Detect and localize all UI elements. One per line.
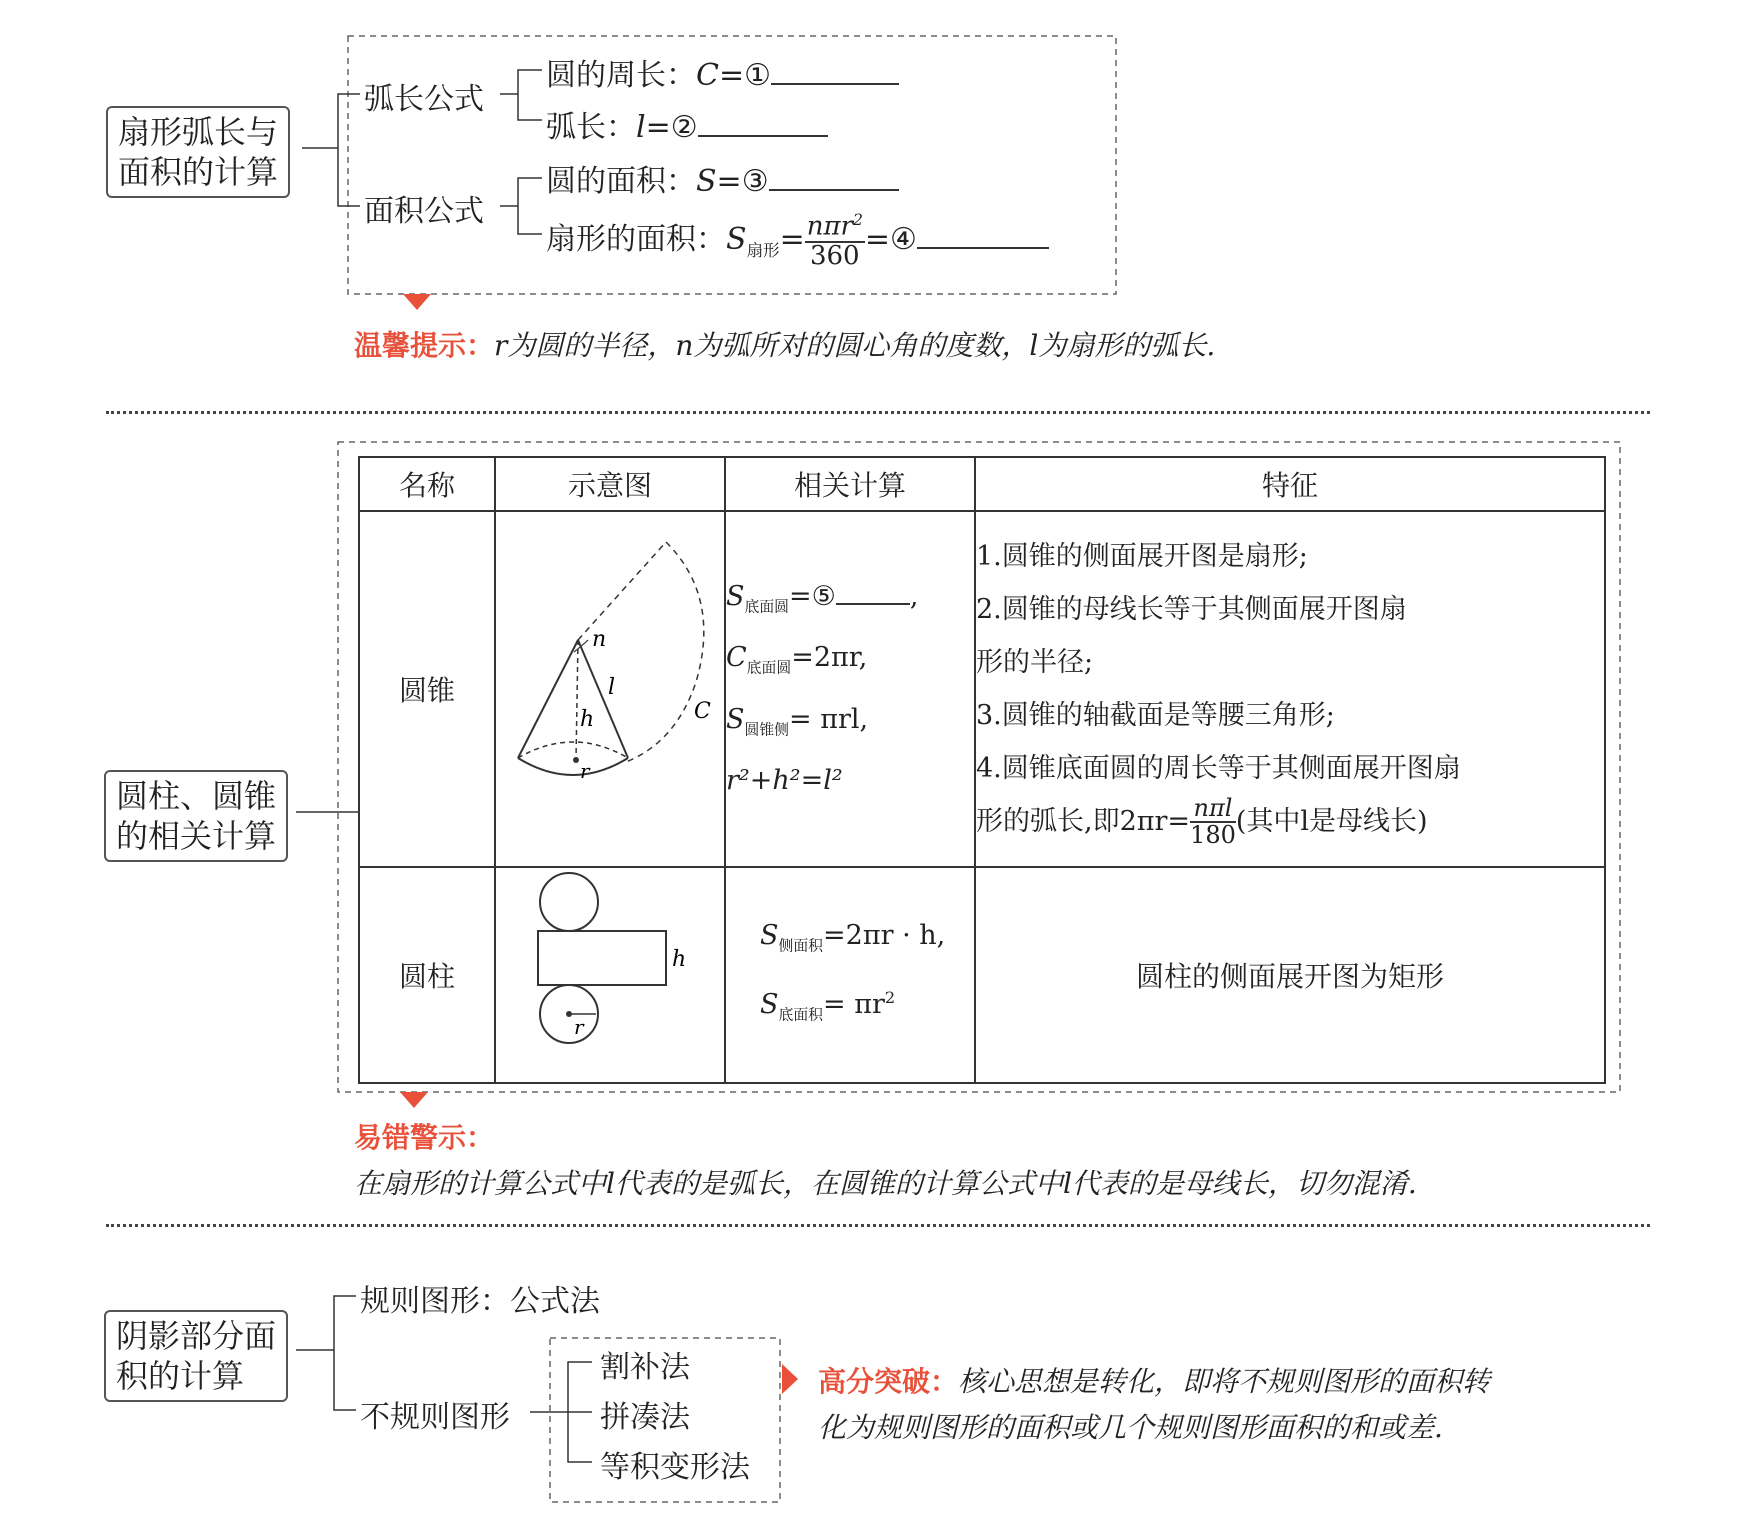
warn-arrow-icon — [400, 1092, 428, 1108]
method-equal-area: 等积变形法 — [600, 1450, 750, 1485]
formula-table — [358, 456, 1606, 1084]
cylinder-calc-base: $S_{底面积}= \pi r^2$ — [760, 987, 896, 1023]
cone-calc-base-area: $S_{底面圆}=⑤$ , — [726, 580, 919, 616]
method-cut-fill: 割补法 — [600, 1350, 690, 1385]
shadow-root-label: 阴影部分面 积的计算 — [104, 1310, 288, 1402]
cylinder-calc-side: $S_{侧面积}=2\pi r \cdot h$, — [760, 920, 946, 955]
arc-length-row: 弧长：l=② — [546, 102, 828, 146]
cone-feature-cell — [975, 511, 1605, 867]
warn-title: 易错警示： — [354, 1121, 495, 1154]
regular-shape-method: 规则图形：公式法 — [360, 1284, 600, 1319]
high-score-tip: 高分突破：核心思想是转化，即将不规则图形的面积转 化为规则图形的面积或几个规则图形面积的和或差. — [818, 1365, 1491, 1444]
header-name: 名称 — [359, 457, 495, 511]
cone-diagram-cell — [495, 511, 725, 867]
table-row-cone — [359, 511, 1605, 867]
cone-label-C: C — [694, 699, 711, 724]
cone-feature-4a: 4.圆锥底面圆的周长等于其侧面展开图扇 — [976, 752, 1461, 784]
cone-label-r: r — [580, 759, 590, 783]
cone-feature-2b: 形的半径; — [976, 646, 1094, 678]
cone-feature-2a: 2.圆锥的母线长等于其侧面展开图扇 — [976, 593, 1407, 625]
cone-label-n: n — [592, 627, 607, 652]
cone-calc-pythagoras: r²+h²=l² — [726, 765, 843, 797]
sector-area-row: 扇形的面积：$S_{扇形}=$ $\frac{n\pi r^2}{360}$ =④ — [546, 212, 1049, 270]
cylinder-name: 圆柱 — [359, 867, 495, 1083]
header-diagram: 示意图 — [495, 457, 725, 511]
header-feature: 特征 — [975, 457, 1605, 511]
method-piece-together: 拼凑法 — [600, 1400, 690, 1435]
cone-label-h: h — [580, 707, 595, 732]
irregular-shape: 不规则图形 — [360, 1400, 510, 1435]
cylinder-diagram-cell — [495, 867, 725, 1083]
tip-arrow-icon — [403, 294, 431, 310]
cylinder-calc-cell — [725, 867, 975, 1083]
cone-cylinder-root-label: 圆柱、圆锥 的相关计算 — [104, 770, 288, 862]
cylinder-label-r: r — [574, 1015, 584, 1039]
circle-area-row: 圆的面积：S=③ — [546, 156, 899, 200]
circumference-row: 圆的周长：C=① — [546, 50, 899, 94]
cone-name: 圆锥 — [359, 511, 495, 867]
cylinder-diagram — [496, 868, 724, 1078]
error-warning — [354, 1116, 1417, 1202]
cylinder-feature: 圆柱的侧面展开图为矩形 — [975, 867, 1605, 1083]
cone-feature-3: 3.圆锥的轴截面是等腰三角形; — [976, 699, 1335, 731]
cone-calc-side-area: $S_{圆锥侧}= \pi rl$, — [726, 703, 869, 739]
warm-tip: 温馨提示：r为圆的半径，n为弧所对的圆心角的度数，l为扇形的弧长. — [354, 329, 1216, 362]
cone-calc-base-circ: $C_{底面圆}=2\pi r$, — [726, 642, 868, 677]
cone-diagram — [496, 512, 724, 862]
header-calc: 相关计算 — [725, 457, 975, 511]
cone-feature-4b: 形的弧长,即2πr= $\frac{\text{nπl}}{180}$ (其中l是母线长) — [976, 793, 1428, 850]
branch-area-formula: 面积公式 — [364, 194, 484, 229]
cylinder-label-h: h — [672, 947, 687, 972]
cone-calc-cell — [725, 511, 975, 867]
breakthrough-arrow-icon — [782, 1364, 798, 1394]
warn-text: 在扇形的计算公式中l代表的是弧长，在圆锥的计算公式中l代表的是母线长，切勿混淆. — [354, 1167, 1417, 1200]
section-divider — [106, 1224, 1650, 1227]
table-row-cylinder — [359, 867, 1605, 1083]
branch-arc-formula: 弧长公式 — [364, 82, 484, 117]
cone-feature-1: 1.圆锥的侧面展开图是扇形; — [976, 540, 1308, 572]
sector-root-label: 扇形弧长与 面积的计算 — [106, 106, 290, 198]
cone-label-l: l — [608, 675, 616, 700]
section-divider — [106, 411, 1650, 414]
